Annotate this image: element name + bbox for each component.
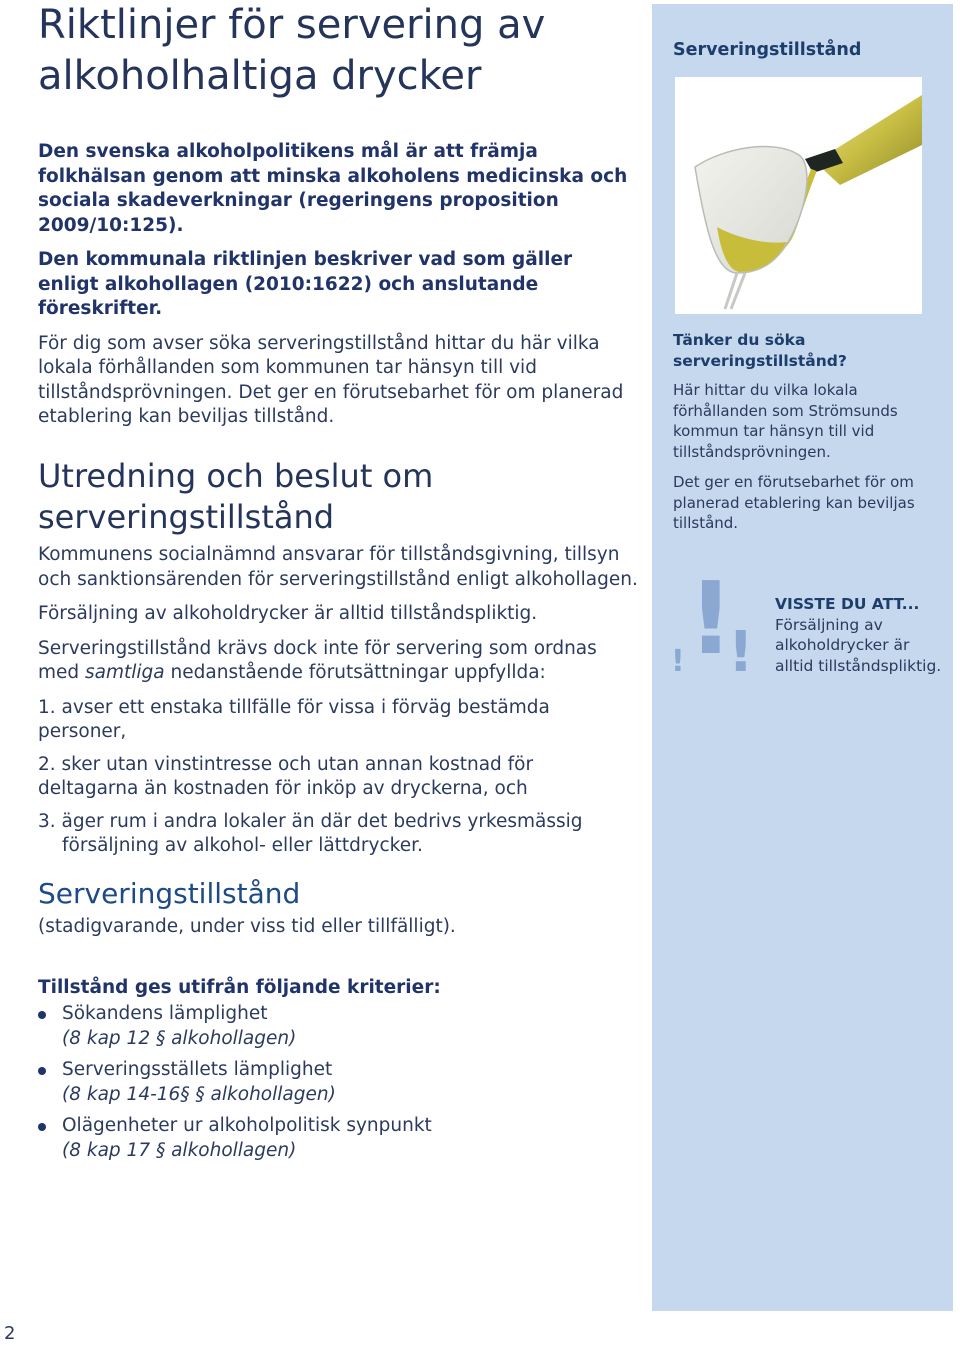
list-item: 2. sker utan vinstintresse och utan annan kostnad för deltagarna än kostnaden för inköp av dryckerna, och [38, 753, 534, 799]
paragraph-exceptions [38, 637, 638, 686]
criteria-reference: (8 kap 12 § alkohollagen) [62, 1028, 297, 1049]
did-you-know-text: Försäljning av alkoholdrycker är alltid tillståndspliktig. [775, 615, 942, 675]
paragraph-license-required: Försäljning av alkoholdrycker är alltid tillståndspliktig. [38, 603, 538, 624]
exceptions-text-start: Serveringstillstånd krävs dock inte för servering som ordnas med [38, 637, 597, 683]
wine-glass-illustration [675, 77, 922, 314]
criteria-section [38, 975, 638, 1169]
wine-pouring-photo [675, 77, 922, 314]
criteria-item [38, 1001, 638, 1051]
exceptions-text-end: nedanstående förutsättningar uppfyllda: [164, 662, 546, 683]
bullet-icon [38, 1011, 46, 1019]
criteria-item [38, 1057, 638, 1107]
section-heading-utredning [38, 456, 628, 538]
exclamation-icon: ! [688, 560, 734, 677]
sidebar-question: Tänker du söka serveringstillstånd? [673, 331, 847, 370]
criteria-label: Serveringsställets lämplighet [62, 1059, 333, 1080]
list-item: 1. avser ett enstaka tillfälle för vissa i förväg bestämda personer, [38, 696, 550, 742]
list-item: 3. äger rum i andra lokaler än där det bedrivs yrkesmässig försäljning av alkohol- eller lättdrycker. [38, 810, 583, 856]
lead-bold-paragraph-2: Den kommunala riktlinjen beskriver vad som gäller enligt alkohollagen (2010:1622) och anslutande föreskrifter. [38, 249, 573, 319]
exclamation-icon: ! [671, 644, 685, 679]
criteria-reference: (8 kap 17 § alkohollagen) [62, 1140, 297, 1161]
lead-bold-paragraph-1: Den svenska alkoholpolitikens mål är att främja folkhälsan genom att minska alkoholens medicinska och sociala skadeverkningar (regeringens proposition 2009/10:125). [38, 141, 628, 236]
bullet-icon [38, 1123, 46, 1131]
permit-type-note: (stadigvarande, under viss tid eller tillfälligt). [38, 916, 456, 937]
title-line-2: alkoholhaltiga drycker [38, 53, 482, 99]
page-title [38, 0, 638, 102]
sidebar-paragraph-1: Här hittar du vilka lokala förhållanden som Strömsunds kommun tar hänsyn till vid tillståndsprövningen. [673, 381, 898, 461]
criteria-reference: (8 kap 14-16§ § alkohollagen) [62, 1084, 336, 1105]
section-heading-serveringstillstand: Serveringstillstånd [38, 877, 301, 910]
page-number: 2 [4, 1323, 16, 1344]
exceptions-text-italic: samtliga [85, 662, 165, 683]
sidebar [652, 4, 953, 1311]
criteria-label: Sökandens lämplighet [62, 1003, 268, 1024]
utredning-section [38, 543, 638, 867]
criteria-heading: Tillstånd ges utifrån följande kriterier: [38, 977, 441, 998]
lead-paragraph: För dig som avser söka serveringstillstånd hittar du här vilka lokala förhållanden som kommunen tar hänsyn till vid tillståndsprövningen. Det ger en förutsebarhet för om planerad etablering kan beviljas tillstånd. [38, 332, 624, 427]
did-you-know-heading: VISSTE DU ATT... [775, 595, 920, 613]
criteria-label: Olägenheter ur alkoholpolitisk synpunkt [62, 1115, 432, 1136]
heading-line-1: Utredning och beslut om [38, 457, 434, 495]
sidebar-paragraph-2: Det ger en förutsebarhet för om planerad etablering kan beviljas tillstånd. [673, 473, 915, 532]
exclamation-icon: ! [728, 620, 754, 685]
paragraph-responsibility: Kommunens socialnämnd ansvarar för tillståndsgivning, tillsyn och sanktionsärenden för serveringstillstånd enligt alkohollagen. [38, 544, 638, 590]
heading-line-2: serveringstillstånd [38, 498, 335, 536]
did-you-know-box [775, 594, 945, 676]
bullet-icon [38, 1067, 46, 1075]
lead-section [38, 140, 628, 440]
title-line-1: Riktlinjer för servering av [38, 2, 546, 48]
criteria-item [38, 1113, 638, 1163]
sidebar-heading: Serveringstillstånd [673, 40, 862, 60]
